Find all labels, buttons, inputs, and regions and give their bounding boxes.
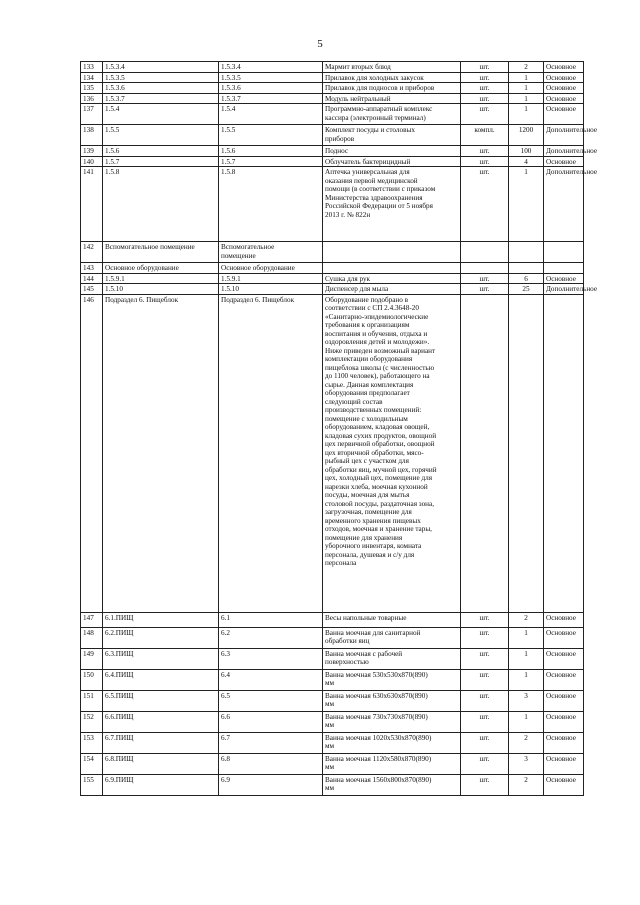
row-number: 134 — [81, 72, 103, 83]
row-number: 150 — [81, 669, 103, 690]
row-category: Основное — [544, 732, 584, 753]
row-category: Основное — [544, 62, 584, 73]
row-number: 148 — [81, 627, 103, 648]
row-unit: шт. — [461, 273, 509, 284]
table-row — [81, 284, 584, 295]
table-row — [81, 711, 584, 732]
row-model: Вспомогательное помещение — [219, 242, 323, 263]
row-quantity: 2 — [509, 774, 544, 795]
row-model: 1.5.6 — [219, 146, 323, 157]
row-code: 1.5.7 — [103, 156, 219, 167]
row-name: Поднос — [323, 146, 461, 157]
row-unit — [461, 263, 509, 274]
row-name: Мармит вторых блюд — [323, 62, 461, 73]
row-name: Ванна моечная для санитарной обработки яиц — [323, 627, 461, 648]
row-quantity: 2 — [509, 612, 544, 627]
row-unit: шт. — [461, 753, 509, 774]
row-quantity: 1 — [509, 83, 544, 94]
table-row — [81, 774, 584, 795]
row-name: Ванна моечная с рабочей поверхностью — [323, 648, 461, 669]
row-unit: шт. — [461, 93, 509, 104]
row-model: Подраздел 6. Пищеблок — [219, 294, 323, 612]
row-name: Весы напольные товарные — [323, 612, 461, 627]
row-quantity — [509, 263, 544, 274]
row-quantity: 1 — [509, 167, 544, 242]
row-model: 1.5.9.1 — [219, 273, 323, 284]
row-number: 136 — [81, 93, 103, 104]
row-category: Основное — [544, 72, 584, 83]
row-quantity: 3 — [509, 753, 544, 774]
row-name: Ванна моечная 530х530х870(890) мм — [323, 669, 461, 690]
table-row — [81, 167, 584, 242]
row-model: 6.8 — [219, 753, 323, 774]
row-model: 1.5.3.5 — [219, 72, 323, 83]
table-row — [81, 125, 584, 146]
row-name: Ванна моечная 1120х580х870(890) мм — [323, 753, 461, 774]
row-unit — [461, 294, 509, 612]
row-number: 154 — [81, 753, 103, 774]
row-category — [544, 263, 584, 274]
row-quantity: 1 — [509, 648, 544, 669]
row-name — [323, 242, 461, 263]
row-code: Подраздел 6. Пищеблок — [103, 294, 219, 612]
row-number: 146 — [81, 294, 103, 612]
row-name: Ванна моечная 630х630х870(890) мм — [323, 690, 461, 711]
row-category: Дополнительное — [544, 167, 584, 242]
row-name: Диспенсер для мыла — [323, 284, 461, 295]
row-unit: шт. — [461, 167, 509, 242]
row-model: 1.5.7 — [219, 156, 323, 167]
row-number: 140 — [81, 156, 103, 167]
row-number: 145 — [81, 284, 103, 295]
row-number: 137 — [81, 104, 103, 125]
row-number: 133 — [81, 62, 103, 73]
row-model: 1.5.3.7 — [219, 93, 323, 104]
row-unit: шт. — [461, 62, 509, 73]
row-code: 1.5.6 — [103, 146, 219, 157]
row-unit: шт. — [461, 284, 509, 295]
row-number: 151 — [81, 690, 103, 711]
row-number: 138 — [81, 125, 103, 146]
row-code: 6.4.ПИЩ — [103, 669, 219, 690]
row-name — [323, 263, 461, 274]
row-quantity: 2 — [509, 62, 544, 73]
row-model: 1.5.4 — [219, 104, 323, 125]
row-code: 1.5.3.6 — [103, 83, 219, 94]
row-model: 6.3 — [219, 648, 323, 669]
row-unit: шт. — [461, 612, 509, 627]
row-quantity: 4 — [509, 156, 544, 167]
table-row — [81, 263, 584, 274]
row-category: Основное — [544, 93, 584, 104]
row-quantity: 1 — [509, 627, 544, 648]
row-category: Основное — [544, 83, 584, 94]
row-name: Ванна моечная 1020х530х870(890) мм — [323, 732, 461, 753]
row-unit: компл. — [461, 125, 509, 146]
row-category: Дополнительное — [544, 125, 584, 146]
page-number: 5 — [317, 38, 323, 50]
row-category: Основное — [544, 156, 584, 167]
table-row — [81, 648, 584, 669]
row-model: 6.7 — [219, 732, 323, 753]
row-code: 6.8.ПИЩ — [103, 753, 219, 774]
row-code: Вспомогательное помещение — [103, 242, 219, 263]
table-row — [81, 83, 584, 94]
row-name: Ванна моечная 730х730х870(890) мм — [323, 711, 461, 732]
table-row — [81, 242, 584, 263]
table-row — [81, 146, 584, 157]
row-name: Сушка для рук — [323, 273, 461, 284]
row-category: Основное — [544, 104, 584, 125]
row-code: 6.6.ПИЩ — [103, 711, 219, 732]
row-unit: шт. — [461, 711, 509, 732]
row-category: Основное — [544, 648, 584, 669]
row-code: 6.5.ПИЩ — [103, 690, 219, 711]
row-unit: шт. — [461, 627, 509, 648]
row-name: Прилавок для холодных закусок — [323, 72, 461, 83]
row-code: 6.3.ПИЩ — [103, 648, 219, 669]
row-unit: шт. — [461, 72, 509, 83]
row-number: 141 — [81, 167, 103, 242]
row-name: Аптечка универсальная для оказания первой медицинской помощи (в соответствии с приказом Министерства здравоохранения Российской Федерации от 5 ноября 2013 г. № 822н — [323, 167, 461, 242]
table-row — [81, 72, 584, 83]
row-code: 1.5.9.1 — [103, 273, 219, 284]
row-quantity: 6 — [509, 273, 544, 284]
row-number: 153 — [81, 732, 103, 753]
row-category — [544, 242, 584, 263]
table-row — [81, 612, 584, 627]
equipment-table — [80, 61, 598, 796]
row-code: Основное оборудование — [103, 263, 219, 274]
table-row — [81, 690, 584, 711]
row-model: 6.2 — [219, 627, 323, 648]
row-quantity — [509, 242, 544, 263]
table-row — [81, 104, 584, 125]
row-code: 6.1.ПИЩ — [103, 612, 219, 627]
table-row — [81, 627, 584, 648]
row-unit: шт. — [461, 156, 509, 167]
row-number: 135 — [81, 83, 103, 94]
row-category: Основное — [544, 612, 584, 627]
row-code: 1.5.3.7 — [103, 93, 219, 104]
row-name: Прилавок для подносов и приборов — [323, 83, 461, 94]
row-unit — [461, 242, 509, 263]
row-quantity: 1 — [509, 104, 544, 125]
row-quantity: 100 — [509, 146, 544, 157]
table-row — [81, 669, 584, 690]
row-category: Дополнительное — [544, 146, 584, 157]
row-unit: шт. — [461, 648, 509, 669]
row-category: Основное — [544, 774, 584, 795]
row-number: 143 — [81, 263, 103, 274]
row-model: 6.5 — [219, 690, 323, 711]
row-quantity: 25 — [509, 284, 544, 295]
row-model: 6.9 — [219, 774, 323, 795]
row-quantity: 1200 — [509, 125, 544, 146]
row-number: 142 — [81, 242, 103, 263]
row-code: 1.5.5 — [103, 125, 219, 146]
row-number: 139 — [81, 146, 103, 157]
row-quantity: 1 — [509, 669, 544, 690]
row-name: Комплект посуды и столовых приборов — [323, 125, 461, 146]
row-code: 6.7.ПИЩ — [103, 732, 219, 753]
row-model: Основное оборудование — [219, 263, 323, 274]
row-unit: шт. — [461, 774, 509, 795]
row-number: 152 — [81, 711, 103, 732]
row-model: 6.6 — [219, 711, 323, 732]
row-quantity — [509, 294, 544, 612]
row-quantity: 1 — [509, 72, 544, 83]
row-name: Модуль нейтральный — [323, 93, 461, 104]
row-quantity: 1 — [509, 93, 544, 104]
row-model: 1.5.3.4 — [219, 62, 323, 73]
row-code: 1.5.10 — [103, 284, 219, 295]
row-code: 1.5.8 — [103, 167, 219, 242]
table-row — [81, 62, 584, 73]
row-unit: шт. — [461, 104, 509, 125]
row-model: 6.1 — [219, 612, 323, 627]
row-name: Облучатель бактерицидный — [323, 156, 461, 167]
table-body — [81, 62, 598, 796]
row-category: Основное — [544, 711, 584, 732]
row-name: Программно-аппаратный комплекс кассира (электронный терминал) — [323, 104, 461, 125]
row-model: 1.5.10 — [219, 284, 323, 295]
row-code: 6.9.ПИЩ — [103, 774, 219, 795]
row-unit: шт. — [461, 732, 509, 753]
row-model: 6.4 — [219, 669, 323, 690]
row-code: 1.5.3.4 — [103, 62, 219, 73]
row-name: Оборудование подобрано в соответствии с СП 2.4.3648-20 «Санитарно-эпидемиологические требования к организациям воспитания и обучения, отдыха и оздоровления детей и молодежи». Ниже приведен возможный вариант комплектации оборудования пищеблока школы (с численностью до 1100 человек), работающего на сырье. Данная комплектация оборудования предполагает следующий состав производственных помещений: помещение с холодильным оборудованием, кладовая овощей, кладовая сухих продуктов, овощной цех первичной обработки, овощной цех вторичной обработки, мясо- рыбный цех с участком для обработки яиц, мучной цех, горячий цех, холодный цех, помещение для нарезки хлеба, моечная кухонной посуды, моечная для мытья столовой посуды, раздаточная зона, загрузочная, помещение для временного хранения пищевых отходов, моечная и хранение тары, помещение для хранения уборочного инвентаря, комната персонала, душевая и с/у для персонала — [323, 294, 461, 612]
row-category: Дополнительное — [544, 284, 584, 295]
table-row — [81, 753, 584, 774]
row-category: Основное — [544, 669, 584, 690]
table-row — [81, 156, 584, 167]
row-model: 1.5.3.6 — [219, 83, 323, 94]
row-model: 1.5.8 — [219, 167, 323, 242]
row-category: Основное — [544, 753, 584, 774]
row-quantity: 3 — [509, 690, 544, 711]
table-row — [81, 732, 584, 753]
row-category: Основное — [544, 627, 584, 648]
row-number: 144 — [81, 273, 103, 284]
table-row — [81, 93, 584, 104]
row-quantity: 1 — [509, 711, 544, 732]
row-code: 1.5.4 — [103, 104, 219, 125]
row-code: 1.5.3.5 — [103, 72, 219, 83]
row-unit: шт. — [461, 690, 509, 711]
row-category: Основное — [544, 273, 584, 284]
row-model: 1.5.5 — [219, 125, 323, 146]
row-number: 147 — [81, 612, 103, 627]
row-unit: шт. — [461, 83, 509, 94]
row-unit: шт. — [461, 669, 509, 690]
row-number: 149 — [81, 648, 103, 669]
row-category — [544, 294, 584, 612]
row-number: 155 — [81, 774, 103, 795]
row-code: 6.2.ПИЩ — [103, 627, 219, 648]
row-quantity: 2 — [509, 732, 544, 753]
row-category: Основное — [544, 690, 584, 711]
row-name: Ванна моечная 1560х800х870(890) мм — [323, 774, 461, 795]
table-row — [81, 294, 584, 612]
row-unit: шт. — [461, 146, 509, 157]
table-row — [81, 273, 584, 284]
